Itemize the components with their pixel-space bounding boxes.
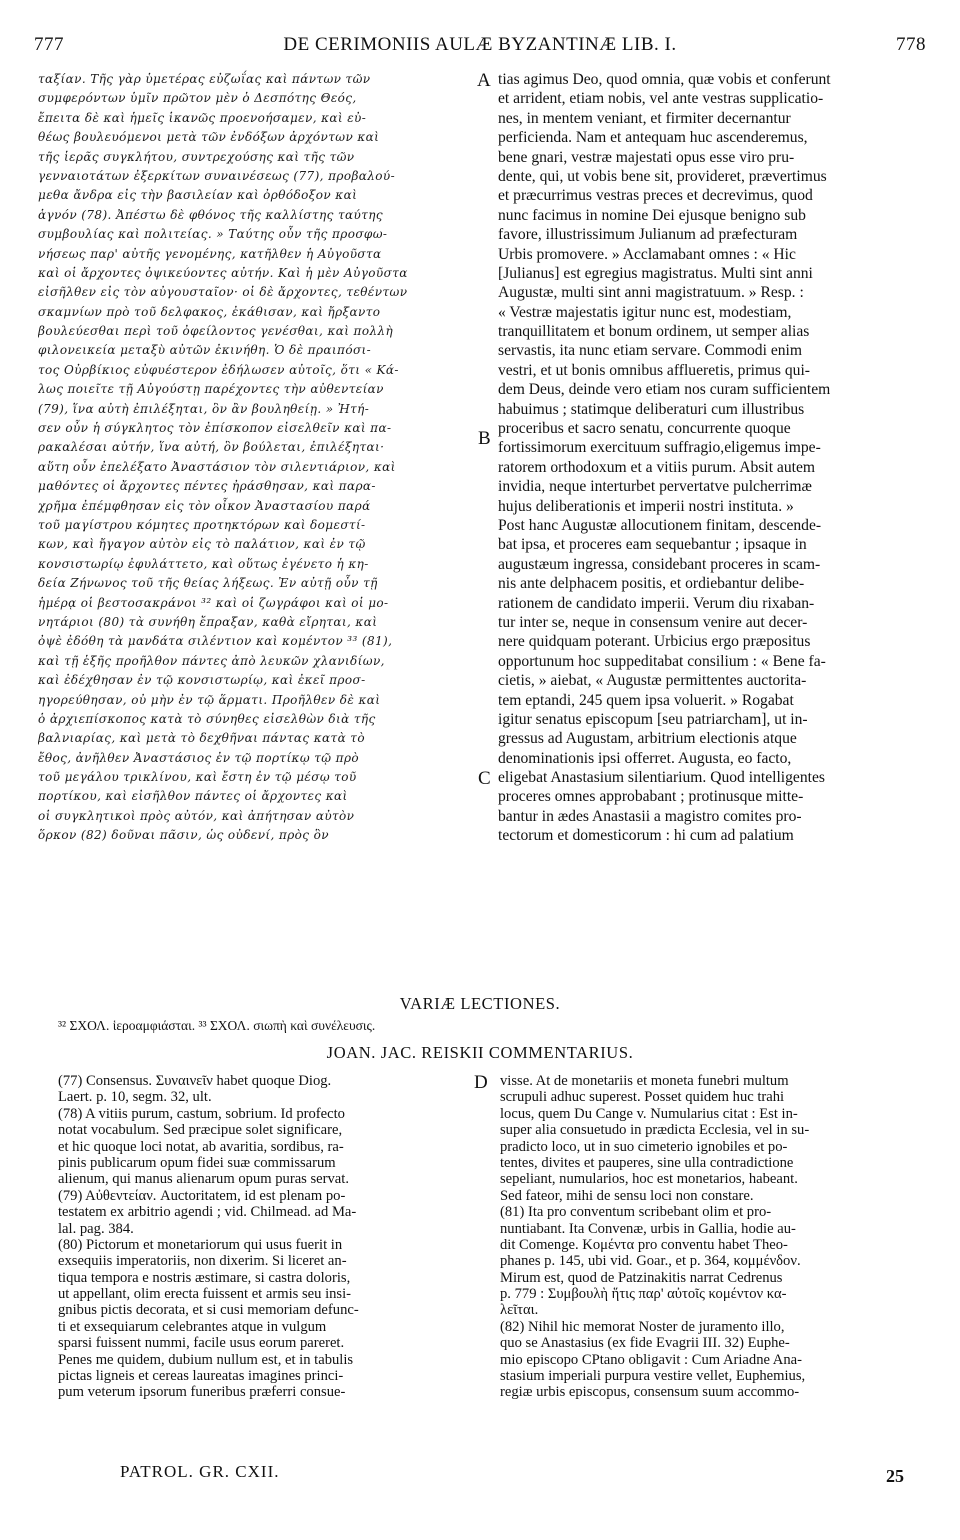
commentary-line: phanes p. 145, ubi vid. Goar., et p. 364, κομμένδον. [500,1253,801,1270]
greek-text-line: καὶ ἐδέχθησαν ἐν τῷ κονσιστωρίῳ, καὶ ἐκεῖ προσ- [38,673,366,688]
commentary-line: (81) Ita pro conventum scribebant olim et pro- [500,1204,772,1221]
latin-text-line: dente, qui, ut vobis bene sit, provideret, prævertimus [498,167,827,185]
greek-text-line: ἔθος, ἀνῆλθεν Ἀναστάσιος ἐν τῷ πορτίκῳ τῷ πρὸ [38,750,360,765]
greek-text-line: κονσιστωρίῳ ἐφυλάττετο, καὶ οὕτως ἐγένετο ἡ κη- [38,556,369,571]
greek-text-line: ἁγνόν (78). Ἀπέστω δὲ φθόνος τῆς καλλίστης ταύτης [38,207,383,222]
commentary-line: scrupuli adhuc superest. Posset quidem huc trahi [500,1089,785,1106]
greek-text-line: χρῆμα ἐπέμφθησαν εἰς τὸν οἶκον Ἀναστασίου παρά [38,498,371,513]
greek-text-line: μεθα ἄνδρα εἰς τὴν βασιλείαν καὶ ὀρθόδοξον καὶ [38,188,358,203]
latin-text-line: nere quidquam poterant. Urbicius ergo præpositus [498,633,811,651]
latin-text-line: augustæum ingressa, considebant proceres in scam- [498,555,821,573]
commentary-line: tentes, divites et pauperes, sine ulla contradictione [500,1154,794,1171]
greek-text-line: πορτίκου, καὶ εἰσῆλθον πάντες οἱ ἄρχοντες καὶ [38,789,348,804]
commentary-line: pictas ligneis et cereas laureatas imagines princi- [58,1368,344,1385]
commentary-line: testatem ex arbitrio agendi ; vid. Chilmead. ad Ma- [58,1204,357,1221]
greek-text-line: ὀψὲ ἐδόθη τὰ μανδάτα σιλέντιον καὶ κομέντον ³³ (81), [38,634,393,649]
latin-text-line: fortissimorum exercituum suffragio,eligemus impe- [498,439,821,457]
commentary-heading: JOAN. JAC. REISKII COMMENTARIUS. [326,1043,634,1062]
greek-text-line: κων, καὶ ἤγαγον αὐτὸν εἰς τὸ παλάτιον, καὶ ἐν τῷ [38,537,366,552]
greek-text-line: καὶ τῇ ἑξῆς προῆλθον πάντες ἀπὸ λευκῶν χλανιδίων, [38,653,385,668]
commentary-line: sparsi fuissent nummi, facile usus eorum pareret. [58,1335,345,1352]
greek-text-line: ἡμέρᾳ οἱ βεστοσακράνοι ³² καὶ οἱ ζωγράφοι καὶ οἱ μο- [38,595,389,610]
left-page-number: 777 [34,34,64,55]
greek-text-line: οἱ συγκλητικοὶ πρὸς αὐτόν, καὶ ἀπήτησαν αὐτὸν [38,808,355,823]
greek-text-line: φιλονεικεία μεταξὺ αὐτῶν ἐκινήθη. Ὁ δὲ πραιπόσι- [38,343,372,358]
greek-text-line: λως ποιεῖτε τῇ Αὐγούστῃ παρέχοντες τὴν αὐθεντείαν [38,382,384,397]
greek-text-line: νητάριοι (80) τὰ συνήθη ἔπραξαν, καθὰ εἴρηται, καὶ [38,614,378,629]
commentary-line: visse. At de monetariis et moneta funebri multum [500,1073,789,1089]
commentary-line: λεῖται. [500,1302,539,1319]
latin-text-line: tur inter se, neque in consensum venire aut decer- [498,613,808,631]
commentary-right-column [500,1073,930,1401]
commentary-left-column [58,1073,488,1401]
footer-signature: 25 [886,1466,904,1486]
commentary-line: (80) Pictorum et monetariorum qui usus fuerit in [58,1236,343,1253]
latin-text-line: nes, in mentem veniant, et firmiter decernantur [498,109,791,127]
latin-text-line: bantur in ædes Anastasii a magistro comites pro- [498,807,802,825]
greek-text-line: μαθόντες οἱ ἄρχοντες πέντες ἠράσθησαν, καὶ παρα- [38,479,376,494]
greek-text-line: ὁ ἀρχιεπίσκοπος κατὰ τὸ σύνηθες εἰσελθὼν διὰ τῆς [38,711,376,726]
latin-text-line: nis ante delphacem positis, et ordiebantur delibe- [498,575,805,593]
latin-text-line: et præcurrimus vestras preces et decrevimus, quod [498,187,813,205]
greek-text-line: τῆς ἱερᾶς συγκλήτου, συντρεχούσης καὶ τῆς τῶν [38,149,355,164]
commentary-line: notat vocabulum. Sed præcipue solet significare, [58,1122,343,1139]
commentary-line: Sed fateor, mihi de sensu loci non constare. [500,1187,754,1204]
latin-text-line: nunc facimus in nomine Dei ejusque benigno sub [498,206,806,224]
latin-text-line: igitur senatus episcopum [seu patriarcham], ut in- [498,710,808,728]
latin-text-line: perficienda. Nam et antequam huc ascenderemus, [498,129,808,147]
greek-text-line: νήσεως παρ' αὐτῆς γενομένης, κατῆλθεν ἡ Αὐγοῦστα [38,246,382,261]
commentary-line: (82) Nihil hic memorat Noster de juramento illo, [500,1318,785,1335]
margin-letter-c: C [478,768,491,789]
latin-text-line: gressus ad Augustam, arbitrium electionis atque [498,730,797,748]
greek-text-line: ταξίαν. Τῆς γὰρ ὑμετέρας εὐζωΐας καὶ πάντων τῶν [38,72,371,86]
commentary-line: pradicto loco, ut in suo cimeterio ignobiles et po- [500,1138,788,1155]
commentary-line: Laert. p. 10, segm. 32, ult. [58,1089,212,1106]
greek-text-line: τοῦ μεγάλου τρικλίνου, καὶ ἔστη ἐν τῷ μέσῳ τοῦ [38,770,357,785]
greek-text-line: συμφερόντων ὑμῖν πρῶτον μὲν ὁ Δεσπότης Θεός, [38,91,357,106]
greek-text-line: δεία Ζήνωνος τοῦ τῆς θείας λήξεως. Ἐν αὐτῇ οὖν τῇ [38,576,378,591]
latin-text-line: hujus deliberationis et imperii nostri instituta. » [498,497,794,515]
latin-text-line: opportunum hoc suppeditabat consilium : « Bene fa- [498,652,826,670]
latin-text-line: invidia, neque interturbet pervertatve pulcherrimæ [498,478,812,496]
commentary-line: stasium imperiali purpura vestire vellet, Euphemius, [500,1368,806,1385]
latin-text-line: « Vestræ majestatis igitur nunc est, modestiam, [498,303,792,321]
commentary-line: p. 779 : Συμβουλὴ ἥτις παρ' αὐτοῖς κομέντον κα- [500,1286,787,1303]
greek-text-line: σκαμνίων πρὸ τοῦ δελφακος, ἐκάθισαν, καὶ ἤρξαντο [38,304,381,319]
commentary-line: quo se Anastasius (ex fide Evagrii III. 32) Euphe- [500,1335,790,1352]
latin-text-line: [Julianus] est egregius magistratus. Multi sint anni [498,264,813,282]
latin-text-line: rationem de candidato imperii. Verum diu rixaban- [498,594,815,612]
commentary-line: mio episcopo CPtano obligavit : Cum Ariadne Ana- [500,1351,802,1368]
greek-text-line: βαλνιαρίας, καὶ μετὰ τὸ δεχθῆναι πάντας κατὰ τὸ [38,731,365,746]
margin-letter-b: B [478,428,491,449]
variae-lectiones-heading: VARIÆ LECTIONES. [399,994,561,1013]
greek-text-line: θέως βουλευόμενοι μετὰ τῶν ἐνδόξων ἀρχόντων καὶ [38,130,380,145]
margin-letter-a: A [477,70,491,91]
greek-text-column [38,70,476,846]
latin-text-line: cietis, » aiebat, « Augustæ permittentes auctorita- [498,672,807,690]
latin-text-line: ratorem orthodoxum et a vitiis purum. Absit autem [498,458,816,476]
commentary-line: ut appellant, olim erecta fuissent et armis seu insi- [58,1286,352,1303]
commentary-line: ti et exsequiarum celebrantes atque in vulgum [58,1318,327,1335]
footer-volume: PATROL. GR. CXII. [120,1462,280,1481]
commentary-line: (79) Αὐθεντείαν. Auctoritatem, id est plenam po- [58,1187,346,1204]
latin-text-line: Augustæ, multi sint anni magistratuum. » Resp. : [498,284,804,302]
latin-text-line: vestri, et ut bonis omnibus afflueretis, primus qui- [498,361,810,379]
commentary-line: (77) Consensus. Συναινεῖν habet quoque Diog. [58,1073,332,1089]
latin-text-line: Post hanc Augustæ allocutionem finitam, descende- [498,516,822,534]
commentary-line: regiæ urbis episcopus, consensum suum accommo- [500,1384,800,1401]
latin-text-line: denominationis ipsi offerret. Augusta, eo facto, [498,749,792,767]
latin-text-line: tectorum et domesticorum : hi cum ad palatium [498,827,794,845]
latin-text-line: servastis, ita nunc etiam servare. Commodi enim [498,342,803,360]
commentary-line: tiqua tempora e nostris æstimare, si castra doloris, [58,1269,351,1286]
latin-text-line: et arrident, etiam nobis, vel ante vestras supplicatio- [498,90,824,108]
greek-text-line: τος Οὐρβίκιος εὐφυέστερον ἐδήλωσεν αὐτοῖς, ὅτι « Κά- [38,362,399,377]
commentary-line: super alia consuetudo in prædicta Ecclesia, vel in su- [500,1122,810,1139]
greek-text-line: γενναιοτάτων ἐξερκίτων συναινέσεως (77), προβαλού- [38,168,396,183]
commentary-line: alienum, qui manus alienarum opum puras servat. [58,1171,349,1188]
commentary-line: pum veterum ipsorum funeribus præferri consue- [58,1384,346,1401]
commentary-line: sepeliant, numularios, hoc est monetarios, habeant. [500,1171,798,1188]
latin-text-line: bene gnari, vestræ majestati opus esse viro pru- [498,148,795,166]
latin-text-line: habuimus ; statimque deliberaturi cum illustribus [498,400,805,418]
latin-text-line: dem Deus, deinde vero etiam nos curam sufficientem [498,381,831,399]
greek-text-line: συμβουλίας καὶ πολιτείας. » Ταύτης οὖν τῆς προσφω- [38,227,388,242]
latin-text-line: eligebat Anastasium silentiarium. Quod intelligentes [498,769,825,787]
commentary-line: locus, quem Du Cange v. Numularius citat : Est in- [500,1105,798,1122]
latin-text-line: proceres omnes approbabant ; protinusque mitte- [498,788,804,806]
greek-text-line: τοῦ μαγίστρου κόμητες προτηκτόρων καὶ δομεστί- [38,517,366,532]
latin-text-line: favore, illustrissimum Julianum ad præfecturam [498,226,798,244]
greek-text-line: (79), ἵνα αὐτὴ ἐπιλέξηται, ὃν ἂν βουληθείῃ. » Ἠτή- [38,401,370,416]
latin-text-column [498,70,928,846]
greek-text-line: σεν οὖν ἡ σύγκλητος τὸν ἐπίσκοπον εἰσελθεῖν καὶ πα- [38,421,392,436]
latin-text-line: proceribus et sacro senatu, concurrente quoque [498,420,791,438]
commentary-line: (78) A vitiis purum, castum, sobrium. Id profecto [58,1105,345,1122]
greek-text-line: ἔπειτα δὲ καὶ ἡμεῖς ἱκανῶς προενοήσαμεν, καὶ εὐ- [38,110,367,125]
right-page-number: 778 [896,34,926,55]
latin-text-line: tem eptandi, 245 quem ipsa voluerit. » Rogabat [498,691,794,709]
commentary-line: gnibus pictis decorata, et si cusi memoriam defunc- [58,1302,359,1319]
greek-text-line: ὅρκον (82) δοῦναι πᾶσιν, ὡς οὐδενί, πρὸς ὃν [38,828,329,843]
greek-text-line: καὶ οἱ ἄρχοντες ὀψικεύοντες αὐτήν. Καὶ ἡ μὲν Αὐγοῦστα [38,265,408,280]
commentary-line: Penes me quidem, dubium nullum est, et in tabulis [58,1351,354,1368]
variae-lectiones-line: ³² ΣΧΟΛ. ἱεροαμφιάσται. ³³ ΣΧΟΛ. σιωπὴ καὶ συνέλευσις. [58,1018,376,1033]
greek-text-line: βουλεύεσθαι περὶ τοῦ ὀφείλοντος γενέσθαι, καὶ πολλὴ [38,324,394,339]
commentary-line: dit Comenge. Κομέντα pro conventu habet Theo- [500,1236,788,1253]
commentary-line: exsequiis imperatoriis, non dixerim. Si liceret an- [58,1253,347,1270]
running-header [34,34,926,62]
commentary-line: Mirum est, quod de Patzinakitis narrat Cedrenus [500,1269,783,1286]
commentary-line: lal. pag. 384. [58,1220,134,1237]
commentary-line: pinis publicarum opum fidei suæ commissarum [58,1154,336,1171]
greek-text-line: ρακαλέσαι αὐτήν, ἵνα αὐτή, ὃν βούλεται, ἐπιλέξηται· [38,440,385,455]
latin-text-line: bat ipsa, et proceres eam sequebantur ; ipsaque in [498,536,807,554]
latin-text-line: tias agimus Deo, quod omnia, quæ vobis et conferunt [498,71,831,88]
running-title: DE CERIMONIIS AULÆ BYZANTINÆ LIB. I. [283,34,677,55]
greek-text-line: εἰσῆλθεν εἰς τὸν αὐγουσταῖον· οἱ δὲ ἄρχοντες, τεθέντων [38,285,408,300]
commentary-line: et hic quoque loci notat, ab avaritia, sordibus, ra- [58,1138,344,1155]
commentary-line: nuntiabant. Ita Convenæ, urbis in Gallia, hodie au- [500,1220,796,1237]
latin-text-line: Urbis promovere. » Acclamabant omnes : « Hic [498,245,796,263]
margin-letter-d: D [474,1072,488,1093]
greek-text-line: ηγορεύθησαν, οὐ μὴν ἐν τῷ ἅρματι. Προῆλθεν δὲ καὶ [38,692,381,707]
latin-text-line: tranquillitatem et bonum ordinem, ut semper alias [498,323,810,341]
greek-text-line: αὕτη οὖν ἐπελέξατο Ἀναστάσιον τὸν σιλεντιάριον, καὶ [38,459,396,474]
